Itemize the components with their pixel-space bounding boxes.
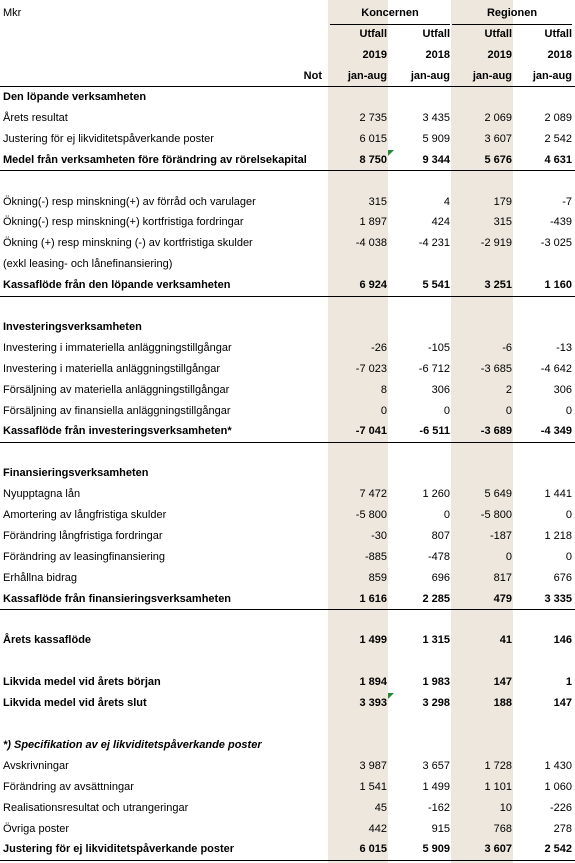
value-regionen-2019 bbox=[452, 296, 512, 316]
value-regionen-2019: -2 919 bbox=[480, 237, 512, 250]
value-koncernen-2019: -885 bbox=[364, 550, 387, 563]
value-koncernen-2018 bbox=[390, 651, 450, 671]
value-koncernen-2018: -6 511 bbox=[419, 425, 450, 438]
row-label: Finansieringsverksamheten bbox=[3, 467, 149, 480]
value-regionen-2019 bbox=[452, 171, 512, 191]
table-row bbox=[0, 421, 575, 441]
value-regionen-2019: 179 bbox=[493, 195, 512, 208]
value-koncernen-2019: 6 924 bbox=[359, 279, 387, 292]
value-regionen-2018: -7 bbox=[562, 195, 572, 208]
table-row bbox=[0, 171, 575, 191]
value-koncernen-2019 bbox=[330, 87, 387, 107]
value-koncernen-2019: 859 bbox=[368, 571, 387, 584]
row-label: Förändring av leasingfinansiering bbox=[3, 550, 166, 563]
table-row bbox=[0, 693, 575, 713]
value-regionen-2019: 2 069 bbox=[484, 111, 512, 124]
value-koncernen-2019: 3 987 bbox=[359, 759, 387, 772]
value-koncernen-2018: 5 909 bbox=[422, 843, 450, 856]
header-not: Not bbox=[303, 70, 322, 82]
table-row bbox=[0, 401, 575, 421]
value-koncernen-2018 bbox=[390, 735, 450, 755]
table-row bbox=[0, 714, 575, 734]
value-koncernen-2019 bbox=[330, 171, 387, 191]
value-regionen-2018: 1 430 bbox=[544, 759, 572, 772]
table-row bbox=[0, 254, 575, 274]
value-koncernen-2019: 2 735 bbox=[359, 111, 387, 124]
value-regionen-2019: -6 bbox=[502, 341, 512, 354]
value-regionen-2018: 0 bbox=[565, 404, 572, 417]
value-koncernen-2018 bbox=[390, 317, 450, 337]
row-label: Justering för ej likviditetspåverkande poster bbox=[3, 843, 235, 856]
value-regionen-2019: 479 bbox=[493, 592, 512, 605]
value-koncernen-2019 bbox=[330, 254, 387, 274]
row-label: Den löpande verksamheten bbox=[3, 91, 147, 103]
value-koncernen-2019: 8 750 bbox=[359, 153, 387, 166]
table-row bbox=[0, 819, 575, 839]
value-koncernen-2018: 3 298 bbox=[422, 697, 450, 710]
value-regionen-2018: 146 bbox=[553, 634, 572, 647]
value-koncernen-2019: 8 bbox=[380, 383, 387, 396]
value-koncernen-2018: -162 bbox=[427, 801, 450, 814]
value-koncernen-2018: 3 435 bbox=[422, 111, 450, 124]
value-koncernen-2018 bbox=[390, 171, 450, 191]
value-regionen-2018: 1 160 bbox=[544, 279, 572, 292]
table-row bbox=[0, 798, 575, 818]
value-regionen-2019: 0 bbox=[505, 404, 512, 417]
value-koncernen-2018 bbox=[390, 463, 450, 483]
table-row bbox=[0, 463, 575, 483]
value-regionen-2018: 2 542 bbox=[544, 132, 572, 145]
value-koncernen-2019: -26 bbox=[371, 341, 387, 354]
value-koncernen-2018 bbox=[390, 87, 450, 107]
value-koncernen-2018: 424 bbox=[431, 216, 450, 229]
value-koncernen-2019: 1 616 bbox=[359, 592, 387, 605]
value-regionen-2019: 315 bbox=[493, 216, 512, 229]
value-regionen-2018 bbox=[515, 463, 572, 483]
value-regionen-2019: 41 bbox=[499, 634, 512, 647]
value-koncernen-2018: 9 344 bbox=[422, 153, 450, 166]
value-koncernen-2018: 696 bbox=[431, 571, 450, 584]
value-regionen-2019: 10 bbox=[499, 801, 512, 814]
value-koncernen-2018: 1 315 bbox=[422, 634, 450, 647]
value-regionen-2019: 1 101 bbox=[484, 780, 512, 793]
header-year-k2018: 2018 bbox=[425, 49, 450, 61]
value-regionen-2019: -187 bbox=[489, 529, 512, 542]
value-regionen-2018 bbox=[515, 735, 572, 755]
table-row bbox=[0, 505, 575, 525]
table-row bbox=[0, 275, 575, 295]
value-regionen-2019 bbox=[452, 442, 512, 462]
value-regionen-2018 bbox=[515, 171, 572, 191]
header-period-k2019: jan-aug bbox=[347, 70, 387, 82]
comment-marker-icon bbox=[388, 150, 394, 156]
value-koncernen-2019 bbox=[330, 296, 387, 316]
value-regionen-2019 bbox=[452, 735, 512, 755]
table-row bbox=[0, 839, 575, 859]
header-period-r2018: jan-aug bbox=[532, 70, 572, 82]
row-label: Investeringsverksamheten bbox=[3, 320, 142, 333]
group-regionen: Regionen bbox=[486, 7, 538, 19]
row-label: Övriga poster bbox=[3, 822, 70, 835]
table-row bbox=[0, 484, 575, 504]
value-koncernen-2018: 0 bbox=[443, 509, 450, 521]
value-regionen-2018: 1 bbox=[565, 676, 572, 689]
header-row-groups bbox=[0, 3, 575, 23]
value-regionen-2019 bbox=[452, 317, 512, 337]
row-label: Investering i immateriella anläggningstillgångar bbox=[3, 341, 232, 354]
row-label: Kassaflöde från finansieringsverksamheten bbox=[3, 592, 232, 605]
value-koncernen-2019: -4 038 bbox=[355, 237, 387, 250]
row-label: Likvida medel vid årets slut bbox=[3, 697, 147, 710]
value-regionen-2018 bbox=[515, 254, 572, 274]
table-row bbox=[0, 442, 575, 462]
value-koncernen-2018: 1 499 bbox=[422, 780, 450, 793]
table-row bbox=[0, 296, 575, 316]
table-row bbox=[0, 212, 575, 232]
header-utfall-r2019: Utfall bbox=[484, 28, 512, 40]
header-utfall-r2018: Utfall bbox=[544, 28, 572, 40]
table-row bbox=[0, 359, 575, 379]
value-koncernen-2019: 1 894 bbox=[359, 676, 387, 689]
row-label: Investering i materiella anläggningstillgångar bbox=[3, 362, 221, 375]
header-period-r2019: jan-aug bbox=[472, 70, 512, 82]
value-koncernen-2018: -478 bbox=[427, 550, 450, 563]
value-regionen-2019: 5 676 bbox=[484, 153, 512, 166]
row-label: Ökning(-) resp minskning(+) av förråd och varulager bbox=[3, 195, 256, 208]
header-row-year bbox=[0, 45, 575, 65]
value-regionen-2018: 676 bbox=[553, 571, 572, 584]
row-label: Realisationsresultat och utrangeringar bbox=[3, 801, 189, 814]
header-year-r2018: 2018 bbox=[547, 49, 572, 61]
header-year-k2019: 2019 bbox=[362, 49, 387, 61]
row-label: Likvida medel vid årets början bbox=[3, 676, 161, 689]
value-regionen-2018: -226 bbox=[549, 801, 572, 814]
value-regionen-2019: 3 607 bbox=[484, 843, 512, 856]
value-koncernen-2019: -5 800 bbox=[355, 509, 387, 521]
value-regionen-2018: 278 bbox=[553, 822, 572, 835]
row-label: *) Specifikation av ej likviditetspåverkande poster bbox=[3, 738, 262, 751]
value-koncernen-2018: 1 260 bbox=[422, 488, 450, 501]
value-regionen-2018 bbox=[515, 610, 572, 630]
header-row-utfall bbox=[0, 24, 575, 44]
row-label bbox=[3, 296, 325, 316]
table-row bbox=[0, 233, 575, 253]
header-utfall-k2018: Utfall bbox=[422, 28, 450, 40]
value-regionen-2019: -3 685 bbox=[480, 362, 512, 375]
value-koncernen-2019 bbox=[330, 714, 387, 734]
value-regionen-2019: 817 bbox=[493, 571, 512, 584]
value-koncernen-2018: -105 bbox=[427, 341, 450, 354]
comment-marker-icon bbox=[388, 693, 394, 699]
value-regionen-2019: 5 649 bbox=[484, 488, 512, 501]
value-regionen-2018 bbox=[515, 714, 572, 734]
group-koncernen: Koncernen bbox=[361, 7, 419, 19]
value-koncernen-2018 bbox=[390, 296, 450, 316]
header-period-k2018: jan-aug bbox=[410, 70, 450, 82]
value-koncernen-2018 bbox=[390, 442, 450, 462]
row-label: Amortering av långfristiga skulder bbox=[3, 509, 167, 521]
value-koncernen-2019 bbox=[330, 610, 387, 630]
value-koncernen-2019: 6 015 bbox=[359, 132, 387, 145]
row-label: Medel från verksamheten före förändring av rörelsekapital bbox=[3, 153, 307, 166]
row-label: Ökning (+) resp minskning (-) av kortfristiga skulder bbox=[3, 237, 253, 250]
table-row bbox=[0, 589, 575, 609]
row-label: Kassaflöde från investeringsverksamheten* bbox=[3, 425, 232, 438]
value-koncernen-2018: 2 285 bbox=[422, 592, 450, 605]
row-label: Årets resultat bbox=[3, 111, 68, 124]
value-regionen-2018: -3 025 bbox=[540, 237, 572, 250]
value-regionen-2019: 3 251 bbox=[484, 279, 512, 292]
value-regionen-2018: -13 bbox=[556, 341, 572, 354]
value-koncernen-2019 bbox=[330, 442, 387, 462]
row-label: Justering för ej likviditetspåverkande poster bbox=[3, 132, 214, 145]
value-regionen-2018: 0 bbox=[565, 550, 572, 563]
value-koncernen-2019: 315 bbox=[368, 195, 387, 208]
value-koncernen-2018 bbox=[390, 254, 450, 274]
value-koncernen-2018: 4 bbox=[443, 195, 450, 208]
value-regionen-2018 bbox=[515, 442, 572, 462]
value-regionen-2019: -3 689 bbox=[480, 425, 512, 438]
value-regionen-2018 bbox=[515, 296, 572, 316]
value-regionen-2018: 1 218 bbox=[544, 529, 572, 542]
row-label bbox=[3, 610, 325, 630]
value-regionen-2019 bbox=[452, 714, 512, 734]
row-label: Nyupptagna lån bbox=[3, 488, 81, 501]
row-label: (exkl leasing- och lånefinansiering) bbox=[3, 258, 173, 271]
value-koncernen-2018: 1 983 bbox=[422, 676, 450, 689]
value-koncernen-2019: 3 393 bbox=[359, 697, 387, 710]
table-row bbox=[0, 651, 575, 671]
value-regionen-2018: 1 441 bbox=[544, 488, 572, 501]
value-koncernen-2019: 1 541 bbox=[359, 780, 387, 793]
value-regionen-2018: 147 bbox=[553, 697, 572, 710]
table-row bbox=[0, 672, 575, 692]
header-year-r2019: 2019 bbox=[487, 49, 512, 61]
value-regionen-2019: -5 800 bbox=[480, 509, 512, 521]
row-label: Erhållna bidrag bbox=[3, 571, 77, 584]
value-koncernen-2019: 45 bbox=[374, 801, 387, 814]
value-regionen-2018: -4 349 bbox=[540, 425, 572, 438]
value-koncernen-2019: 1 499 bbox=[359, 634, 387, 647]
value-regionen-2019: 147 bbox=[493, 676, 512, 689]
row-label: Avskrivningar bbox=[3, 759, 69, 772]
row-label: Kassaflöde från den löpande verksamheten bbox=[3, 279, 231, 292]
unit-label: Mkr bbox=[3, 7, 22, 19]
table-row bbox=[0, 108, 575, 128]
value-koncernen-2019: -7 023 bbox=[355, 362, 387, 375]
value-koncernen-2019 bbox=[330, 735, 387, 755]
value-koncernen-2019 bbox=[330, 463, 387, 483]
value-koncernen-2019: 7 472 bbox=[359, 488, 387, 501]
row-label bbox=[3, 714, 325, 734]
table-row bbox=[0, 756, 575, 776]
value-regionen-2018: 0 bbox=[565, 509, 572, 521]
value-regionen-2018: -4 642 bbox=[540, 362, 572, 375]
table-row bbox=[0, 547, 575, 567]
value-regionen-2018: 1 060 bbox=[544, 780, 572, 793]
value-regionen-2019: 768 bbox=[493, 822, 512, 835]
value-koncernen-2018 bbox=[390, 610, 450, 630]
table-row bbox=[0, 192, 575, 212]
table-row bbox=[0, 777, 575, 797]
value-regionen-2019: 1 728 bbox=[484, 759, 512, 772]
row-label bbox=[3, 171, 325, 191]
header-row-period bbox=[0, 66, 575, 86]
table-row bbox=[0, 568, 575, 588]
value-koncernen-2018: 915 bbox=[431, 822, 450, 835]
row-label bbox=[3, 442, 325, 462]
row-label: Årets kassaflöde bbox=[3, 634, 92, 647]
table-row bbox=[0, 150, 575, 170]
value-koncernen-2018: 5 541 bbox=[422, 279, 450, 292]
value-koncernen-2019: -7 041 bbox=[355, 425, 387, 438]
value-koncernen-2019: 1 897 bbox=[359, 216, 387, 229]
value-regionen-2019 bbox=[452, 651, 512, 671]
table-row bbox=[0, 735, 575, 755]
row-label: Försäljning av materiella anläggningstillgångar bbox=[3, 383, 230, 396]
value-koncernen-2019: 442 bbox=[368, 822, 387, 835]
table-row bbox=[0, 526, 575, 546]
value-koncernen-2019: -30 bbox=[371, 529, 387, 542]
value-koncernen-2018: 306 bbox=[431, 383, 450, 396]
value-koncernen-2018: 3 657 bbox=[422, 759, 450, 772]
table-row bbox=[0, 129, 575, 149]
value-koncernen-2018: 0 bbox=[443, 404, 450, 417]
value-regionen-2019 bbox=[452, 463, 512, 483]
value-koncernen-2019 bbox=[330, 651, 387, 671]
value-regionen-2018 bbox=[515, 317, 572, 337]
value-regionen-2018: -439 bbox=[549, 216, 572, 229]
value-koncernen-2019: 6 015 bbox=[359, 843, 387, 856]
value-koncernen-2018: -4 231 bbox=[418, 237, 450, 250]
value-regionen-2018: 2 089 bbox=[544, 111, 572, 124]
row-label: Förändring av avsättningar bbox=[3, 780, 134, 793]
value-koncernen-2018: 807 bbox=[431, 529, 450, 542]
row-label: Försäljning av finansiella anläggningstillgångar bbox=[3, 404, 231, 417]
value-regionen-2018 bbox=[515, 651, 572, 671]
value-regionen-2018: 4 631 bbox=[544, 153, 572, 166]
value-regionen-2019 bbox=[452, 610, 512, 630]
table-row bbox=[0, 380, 575, 400]
value-regionen-2018: 3 335 bbox=[544, 592, 572, 605]
table-row bbox=[0, 610, 575, 630]
value-koncernen-2018 bbox=[390, 714, 450, 734]
table-row bbox=[0, 630, 575, 650]
value-regionen-2019: 188 bbox=[493, 697, 512, 710]
value-koncernen-2019 bbox=[330, 317, 387, 337]
value-regionen-2018 bbox=[515, 87, 572, 107]
table-row bbox=[0, 317, 575, 337]
row-label: Ökning(-) resp minskning(+) kortfristiga fordringar bbox=[3, 216, 244, 229]
value-koncernen-2018: -6 712 bbox=[418, 362, 450, 375]
table-row bbox=[0, 87, 575, 107]
section-rule bbox=[0, 860, 575, 861]
table-row bbox=[0, 338, 575, 358]
value-regionen-2019 bbox=[452, 87, 512, 107]
value-regionen-2018: 2 542 bbox=[544, 843, 572, 856]
value-regionen-2019 bbox=[452, 254, 512, 274]
value-regionen-2018: 306 bbox=[553, 383, 572, 396]
header-utfall-k2019: Utfall bbox=[359, 28, 387, 40]
row-label: Förändring långfristiga fordringar bbox=[3, 529, 163, 542]
value-regionen-2019: 2 bbox=[505, 383, 512, 396]
value-koncernen-2018: 5 909 bbox=[422, 132, 450, 145]
row-label bbox=[3, 651, 325, 671]
value-regionen-2019: 0 bbox=[505, 550, 512, 563]
value-koncernen-2019: 0 bbox=[380, 404, 387, 417]
value-regionen-2019: 3 607 bbox=[484, 132, 512, 145]
